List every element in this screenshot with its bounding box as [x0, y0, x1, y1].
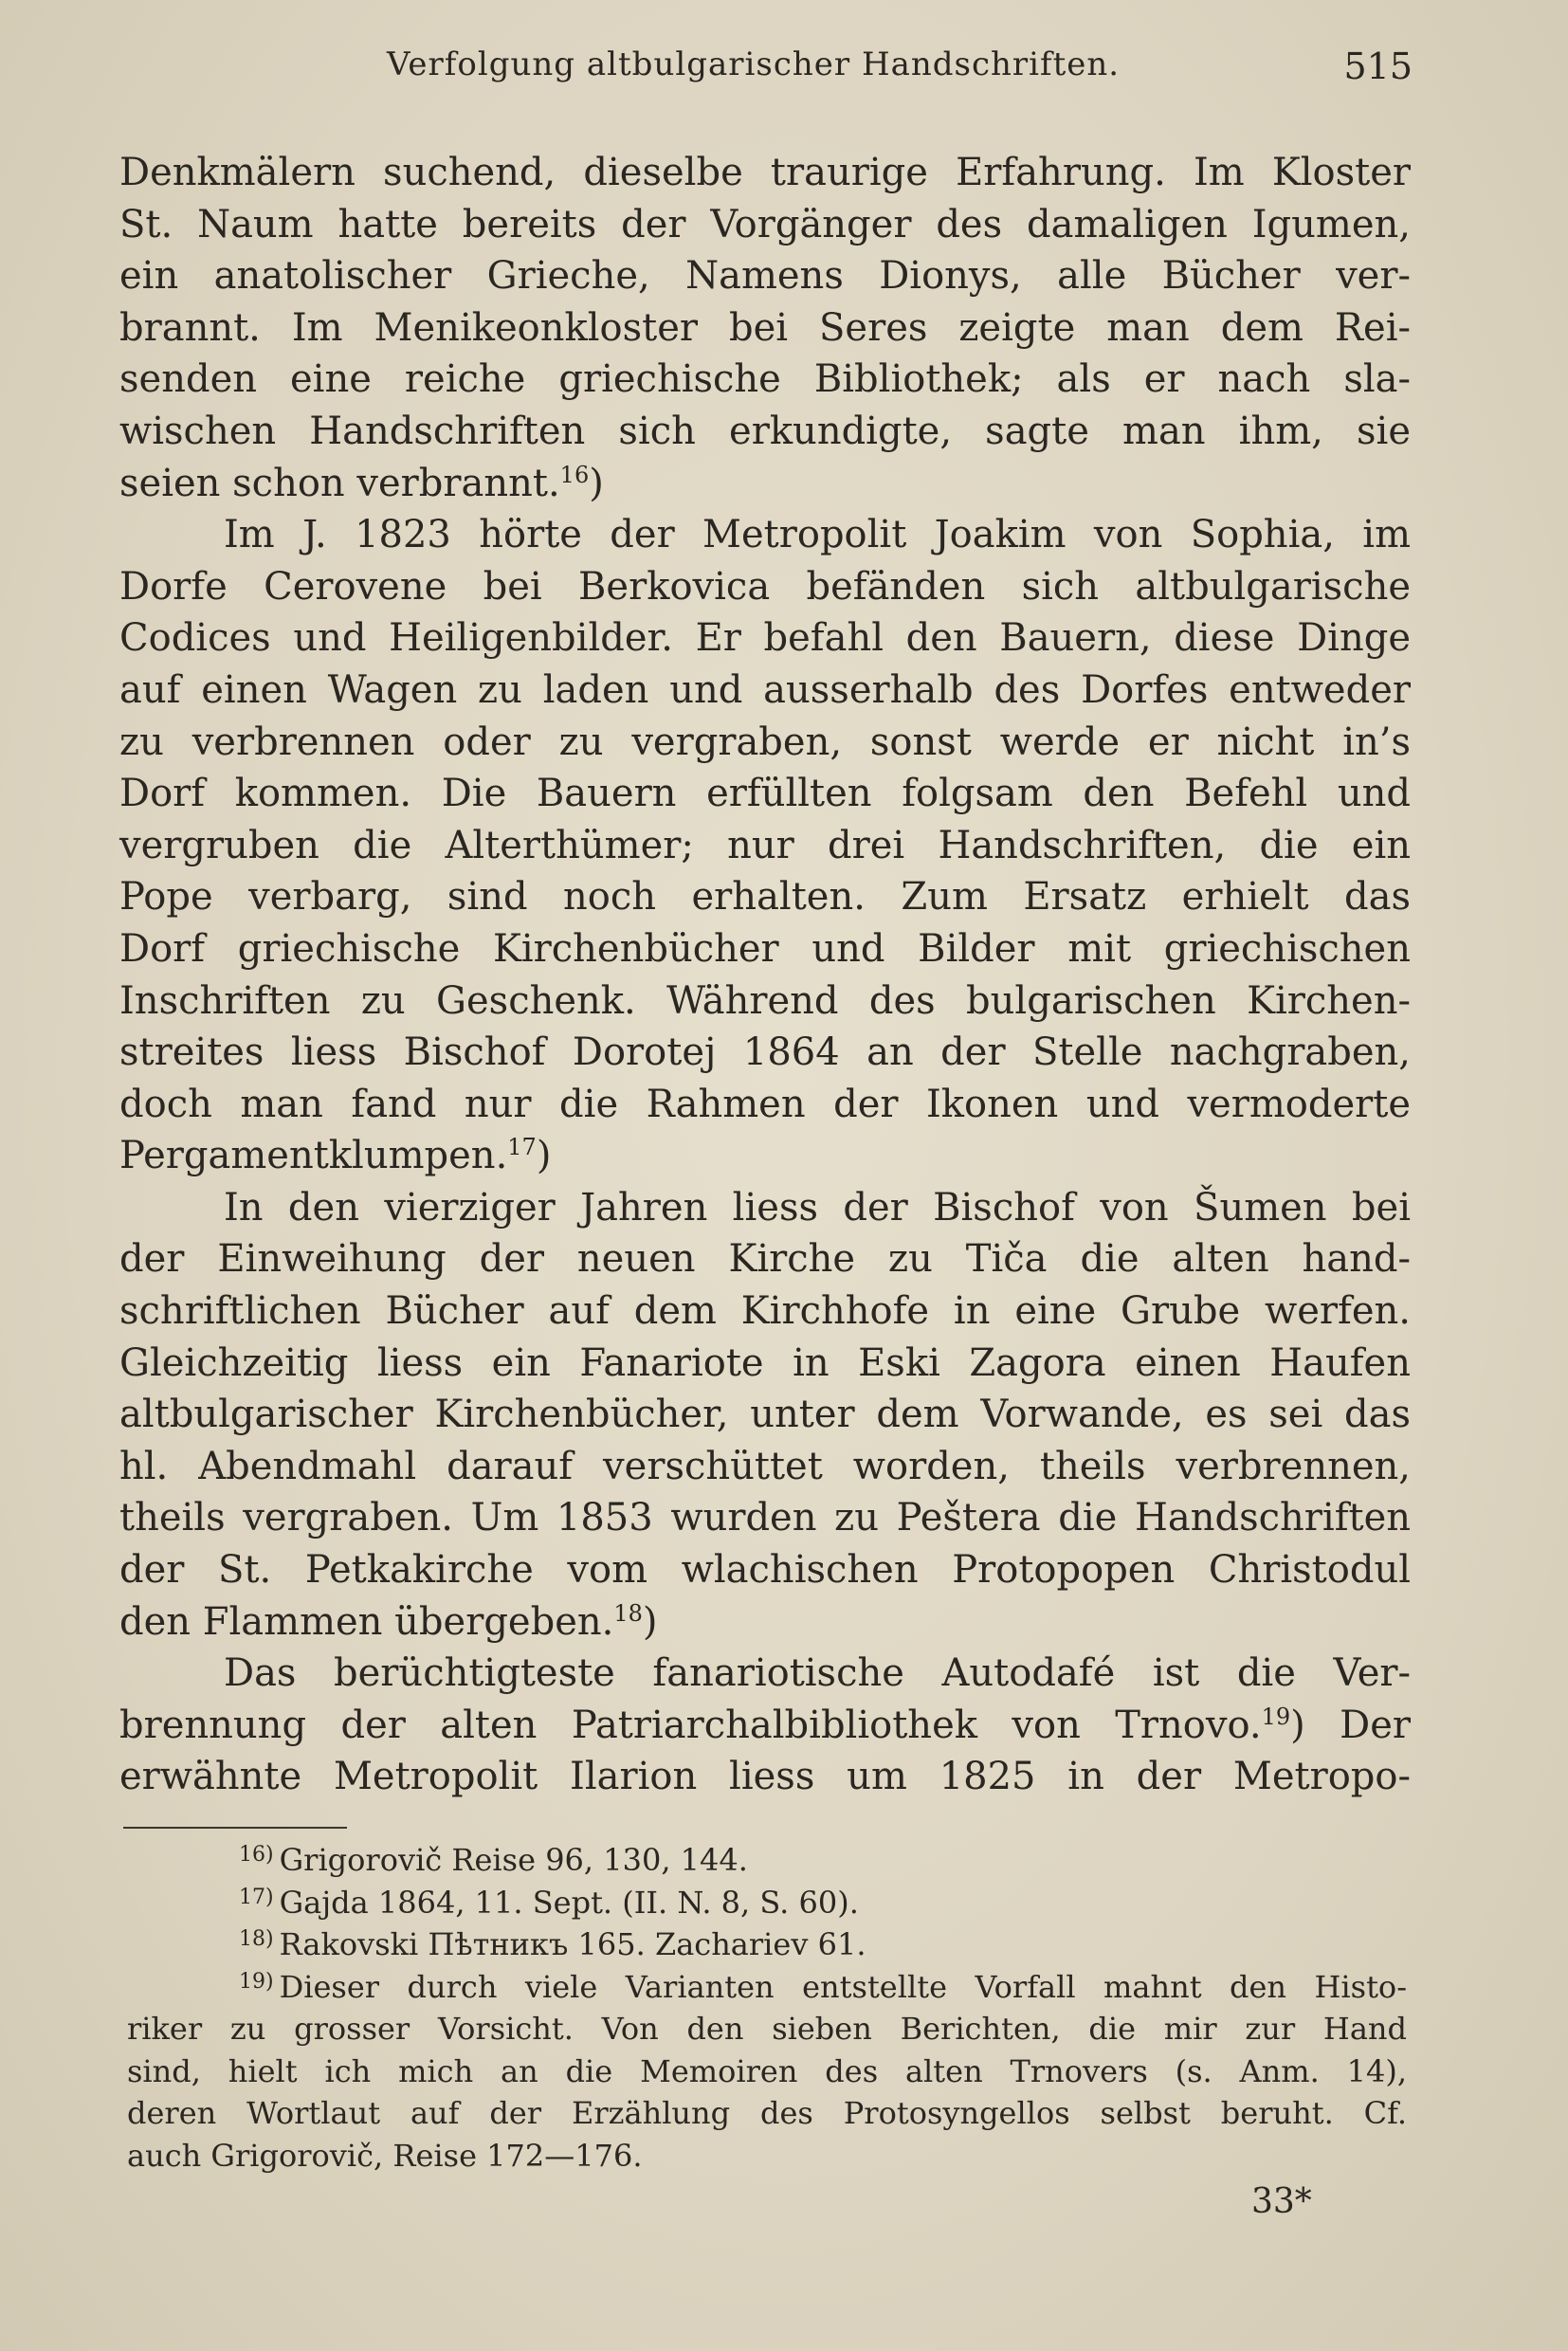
footnote-line: sind, hielt ich mich an die Memoiren des alten Trnovers (s. Anm. 14), — [127, 2052, 1407, 2089]
text-line: vergruben die Alterthümer; nur drei Handschriften, die ein — [119, 823, 1411, 867]
text-line: theils vergraben. Um 1853 wurden zu Peštera die Handschriften — [119, 1496, 1411, 1540]
footnote-18: $^{18)}$ Rakovski Пѣтникъ 165. Zachariev 61. — [239, 1926, 866, 1962]
footnotes — [127, 1839, 1407, 2177]
text-line: erwähnte Metropolit Ilarion liess um 1825 in der Metropo- — [119, 1755, 1411, 1799]
text-line: Pergamentklumpen.$^{17}$) — [119, 1134, 552, 1178]
footnote-line: deren Wortlaut auf der Erzählung des Protosyngellos selbst beruht. Cf. — [127, 2095, 1407, 2131]
text-line: ein anatolischer Grieche, Namens Dionys, alle Bücher ver- — [119, 254, 1411, 299]
footnote-separator — [123, 1827, 347, 1829]
text-line: Codices und Heiligenbilder. Er befahl den Bauern, diese Dinge — [119, 616, 1411, 661]
footnote-line: auch Grigorovič, Reise 172—176. — [127, 2137, 643, 2174]
text-line: der Einweihung der neuen Kirche zu Tiča die alten hand- — [119, 1237, 1411, 1282]
text-line: Pope verbarg, sind noch erhalten. Zum Ersatz erhielt das — [119, 875, 1411, 920]
text-line: Inschriften zu Geschenk. Während des bulgarischen Kirchen- — [119, 978, 1411, 1023]
text-line: Gleichzeitig liess ein Fanariote in Eski Zagora einen Haufen — [119, 1340, 1411, 1385]
footnote-reference: 18 — [613, 1599, 643, 1627]
text-line: altbulgarischer Kirchenbücher, unter dem Vorwande, es sei das — [119, 1393, 1411, 1437]
text-line: brannt. Im Menikeonkloster bei Seres zeigte man dem Rei- — [119, 305, 1411, 350]
text-line: hl. Abendmahl darauf verschüttet worden, theils verbrennen, — [119, 1444, 1411, 1488]
paragraph-start-line: Das berüchtigteste fanariotische Autodafé ist die Ver- — [224, 1651, 1411, 1696]
page-number: 515 — [1343, 46, 1413, 87]
paragraph-start-line: In den vierziger Jahren liess der Bischof von Šumen bei — [224, 1185, 1411, 1230]
text-line: wischen Handschriften sich erkundigte, sagte man ihm, sie — [119, 409, 1411, 453]
text-line: St. Naum hatte bereits der Vorgänger des damaligen Igumen, — [119, 202, 1411, 246]
text-line: streites liess Bischof Dorotej 1864 an der Stelle nachgraben, — [119, 1030, 1411, 1075]
footnote-reference: 19 — [1261, 1703, 1291, 1730]
footnote-16: $^{16)}$ Grigorovič Reise 96, 130, 144. — [239, 1842, 748, 1878]
text-line: schriftlichen Bücher auf dem Kirchhofe in eine Grube werfen. — [119, 1289, 1411, 1334]
text-line: zu verbrennen oder zu vergraben, sonst werde er nicht in’s — [119, 720, 1411, 764]
running-head-title: Verfolgung altbulgarischer Handschriften. — [387, 46, 1121, 83]
footnote-line: riker zu grosser Vorsicht. Von den sieben Berichten, die mir zur Hand — [127, 2011, 1407, 2047]
text-line: Dorfe Cerovene bei Berkovica befänden sich altbulgarische — [119, 564, 1411, 609]
paragraph-start-line: Im J. 1823 hörte der Metropolit Joakim von Sophia, im — [224, 513, 1411, 557]
footnote-reference: 17 — [507, 1134, 537, 1161]
text-line: Denkmälern suchend, dieselbe traurige Erfahrung. Im Kloster — [119, 151, 1411, 194]
footnote-19: $^{19)}$ Dieser durch viele Varianten entstellte Vorfall mahnt den Histo- — [239, 1968, 1407, 2005]
text-line: Dorf kommen. Die Bauern erfüllten folgsam den Befehl und — [119, 772, 1411, 816]
text-line: senden eine reiche griechische Bibliothek; als er nach sla- — [119, 357, 1411, 402]
text-line: den Flammen übergeben.$^{18}$) — [119, 1599, 658, 1644]
text-line: der St. Petkakirche vom wlachischen Protopopen Christodul — [119, 1548, 1411, 1593]
text-line: seien schon verbrannt.$^{16}$) — [119, 461, 604, 505]
running-head — [123, 46, 1413, 102]
footnote-17: $^{17)}$ Gajda 1864, 11. Sept. (II. N. 8, S. 60). — [239, 1884, 859, 1921]
text-line: brennung der alten Patriarchalbibliothek von Trnovo.$^{19}$) Der — [119, 1703, 1412, 1747]
main-text — [119, 147, 1411, 1803]
signature-mark: 33* — [1251, 2182, 1312, 2221]
text-line: doch man fand nur die Rahmen der Ikonen und vermoderte — [119, 1082, 1411, 1126]
footnote-reference: 16 — [559, 461, 590, 488]
text-line: Dorf griechische Kirchenbücher und Bilder mit griechischen — [119, 926, 1411, 971]
text-line: auf einen Wagen zu laden und ausserhalb des Dorfes entweder — [119, 667, 1411, 712]
